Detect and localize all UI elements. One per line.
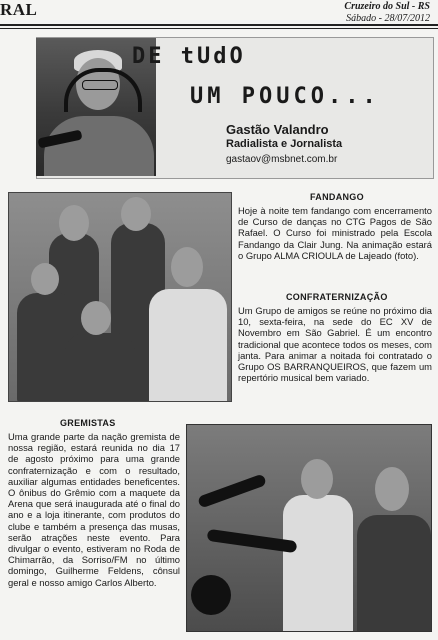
publication-date: Sábado - 28/07/2012	[346, 13, 430, 24]
header-rule	[0, 24, 438, 26]
columnist-email[interactable]: gastaov@msbnet.com.br	[226, 154, 338, 165]
header-rule-thin	[0, 28, 438, 29]
radio-studio-photo	[186, 424, 432, 632]
column-title-line2: UM POUCO...	[190, 84, 380, 109]
confraternizacao-heading: CONFRATERNIZAÇÃO	[286, 292, 388, 302]
columnist-role: Radialista e Jornalista	[226, 138, 343, 150]
group-photo	[8, 192, 232, 402]
confraternizacao-text: Um Grupo de amigos se reúne no próximo dia 10, sexta-feira, na sede do EC XV de Novembro em São Gabriel. É um encontro tradicional que acontece todos os meses, com janta. Para animar a noitada foi contratado o Grupo OS BARRANQUEIROS, que fazem um repertório musical bem variado.	[238, 305, 432, 384]
newspaper-name: Cruzeiro do Sul - RS	[344, 1, 430, 12]
fandango-text: Hoje à noite tem fandango com encerramento de Curso de danças no CTG Pagos de São Rafael. O Curso foi ministrado pela Escola Fandango da Clair Jung. Na animação estará o Grupo ALMA CRIOULA de Lajeado (foto).	[238, 205, 432, 261]
fandango-heading: FANDANGO	[310, 192, 364, 202]
section-label: RAL	[0, 0, 38, 19]
gremistas-heading: GREMISTAS	[60, 418, 116, 428]
column-title-line1: DE tUdO	[132, 44, 246, 69]
masthead-info	[344, 1, 430, 25]
columnist-name: Gastão Valandro	[226, 122, 329, 137]
gremistas-text: Uma grande parte da nação gremista de nossa região, estará reunida no dia 17 de agosto próximo para uma grande confraternização e com o resultado, auxiliar algumas entidades beneficentes. O ônibus do Grêmio com a maquete da Arena que será inaugurada até o final do ano e a loja itinerante, com produtos do clube e também a presença das musas, serão atrações neste evento. Para divulgar o evento, estiveram no Roda de Chimarrão, da Sorriso/FM no último domingo, Guilherme Feldens, cônsul geral e nosso amigo Carlos Alberto.	[8, 431, 180, 588]
